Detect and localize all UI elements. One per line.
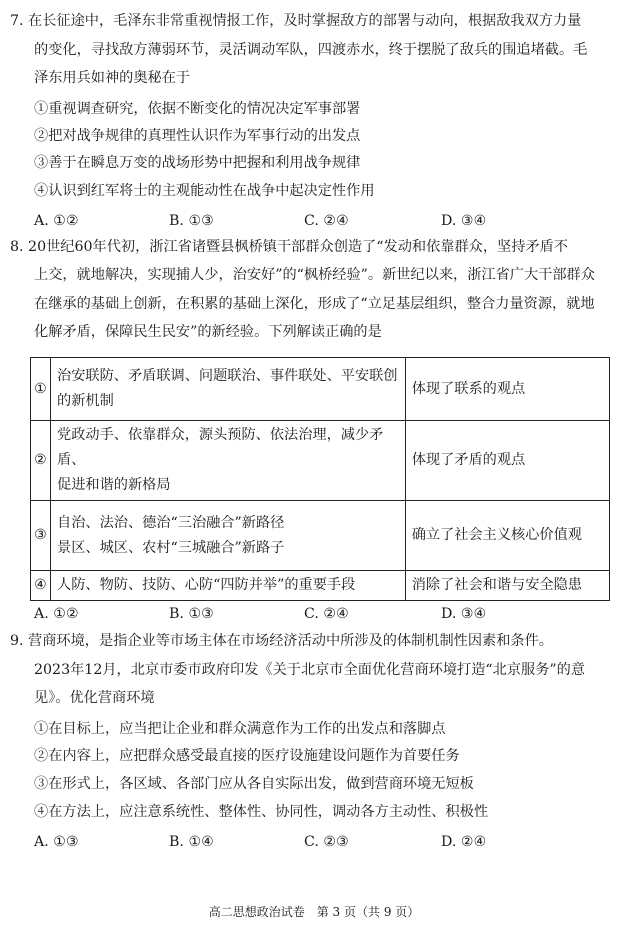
row-content-line: 自治、法治、德治“三治融合”新路径 <box>57 514 285 531</box>
q9-stem-line: 2023年12月，北京市委市政府印发《关于北京市全面优化营商环境打造“北京服务”的意 <box>34 662 586 678</box>
q7-stem-line: 泽东用兵如神的奥秘在于 <box>34 70 191 86</box>
row-content-line: 景区、城区、农村“三城融合”新路子 <box>57 539 285 556</box>
q9-statement-4: ④在方法上，应注意系统性、整体性、协同性，调动各方主动性、积极性 <box>34 804 489 820</box>
row-viewpoint: 体现了联系的观点 <box>405 358 609 421</box>
row-viewpoint: 体现了矛盾的观点 <box>405 421 609 501</box>
row-number: ④ <box>31 571 51 601</box>
q7-stem-line: 的变化，寻找敌方薄弱环节，灵活调动军队，四渡赤水，终于摆脱了敌兵的围追堵截。毛 <box>34 42 588 58</box>
q8-stem-line: 8. 20世纪60年代初，浙江省诸暨县枫桥镇干部群众创造了“发动和依靠群众，坚持矛盾不 <box>10 239 568 255</box>
table-row <box>31 501 610 571</box>
row-content <box>51 571 406 601</box>
q7-option-c[interactable]: C. ②④ <box>304 213 349 229</box>
q9-statement-1: ①在目标上，应当把让企业和群众满意作为工作的出发点和落脚点 <box>34 721 446 737</box>
q7-statement-3: ③善于在瞬息万变的战场形势中把握和利用战争规律 <box>34 155 361 171</box>
q9-stem-line: 9. 营商环境，是指企业等市场主体在市场经济活动中所涉及的体制机制性因素和条件。 <box>10 633 553 649</box>
row-number: ① <box>31 358 51 421</box>
row-content-line: 的新机制 <box>57 393 114 409</box>
row-viewpoint: 确立了社会主义核心价值观 <box>405 501 609 571</box>
row-content <box>51 421 406 501</box>
q7-stem-line: 7. 在长征途中，毛泽东非常重视情报工作，及时掌握敌方的部署与动向，根据敌我双方力量 <box>10 13 582 29</box>
q7-statement-1: ①重视调查研究，依据不断变化的情况决定军事部署 <box>34 101 361 117</box>
table-row <box>31 571 610 601</box>
q9-stem-line: 见》。优化营商环境 <box>34 690 155 706</box>
row-number: ② <box>31 421 51 501</box>
q8-stem-line: 在继承的基础上创新，在积累的基础上深化，形成了“立足基层组织，整合力量资源，就地 <box>34 296 595 312</box>
q8-option-d[interactable]: D. ③④ <box>441 606 487 622</box>
q8-stem-line: 上交，就地解决，实现捕人少，治安好”的“枫桥经验”。新世纪以来，浙江省广大干部群众 <box>34 267 595 283</box>
q8-statement-table <box>30 357 610 601</box>
page-footer: 高二思想政治试卷 第 3 页（共 9 页） <box>208 905 420 919</box>
q8-options <box>34 604 486 624</box>
q9-option-b[interactable]: B. ①④ <box>169 834 214 850</box>
q9-option-c[interactable]: C. ②③ <box>304 834 349 850</box>
row-number: ③ <box>31 501 51 571</box>
q8-option-c[interactable]: C. ②④ <box>304 606 349 622</box>
q7-option-d[interactable]: D. ③④ <box>441 213 487 229</box>
q8-stem-line: 化解矛盾，保障民生民安”的新经验。下列解读正确的是 <box>34 324 382 340</box>
row-viewpoint: 消除了社会和谐与安全隐患 <box>405 571 609 601</box>
q8-option-a[interactable]: A. ①② <box>34 606 79 622</box>
q9-option-a[interactable]: A. ①③ <box>34 834 79 850</box>
q7-statement-2: ②把对战争规律的真理性认识作为军事行动的出发点 <box>34 128 361 144</box>
q7-option-a[interactable]: A. ①② <box>34 213 79 229</box>
q9-options <box>34 832 486 852</box>
q7-options <box>34 211 486 231</box>
q8-option-b[interactable]: B. ①③ <box>169 606 214 622</box>
q9-option-d[interactable]: D. ②④ <box>441 834 487 850</box>
row-content-line: 党政动手、依靠群众，源头预防、依法治理，减少矛盾、 <box>57 427 384 468</box>
row-content <box>51 358 406 421</box>
q9-statement-3: ③在形式上，各区域、各部门应从各自实际出发，做到营商环境无短板 <box>34 776 474 792</box>
table-row <box>31 358 610 421</box>
row-content-line: 治安联防、矛盾联调、问题联治、事件联处、平安联创 <box>57 368 398 384</box>
table-row <box>31 421 610 501</box>
row-content <box>51 501 406 571</box>
q7-option-b[interactable]: B. ①③ <box>169 213 214 229</box>
q9-statement-2: ②在内容上，应把群众感受最直接的医疗设施建设问题作为首要任务 <box>34 748 460 764</box>
row-content-line: 人防、物防、技防、心防“四防并举”的重要手段 <box>57 577 356 593</box>
row-content-line: 促进和谐的新格局 <box>57 477 171 493</box>
q7-statement-4: ④认识到红军将士的主观能动性在战争中起决定性作用 <box>34 183 375 199</box>
